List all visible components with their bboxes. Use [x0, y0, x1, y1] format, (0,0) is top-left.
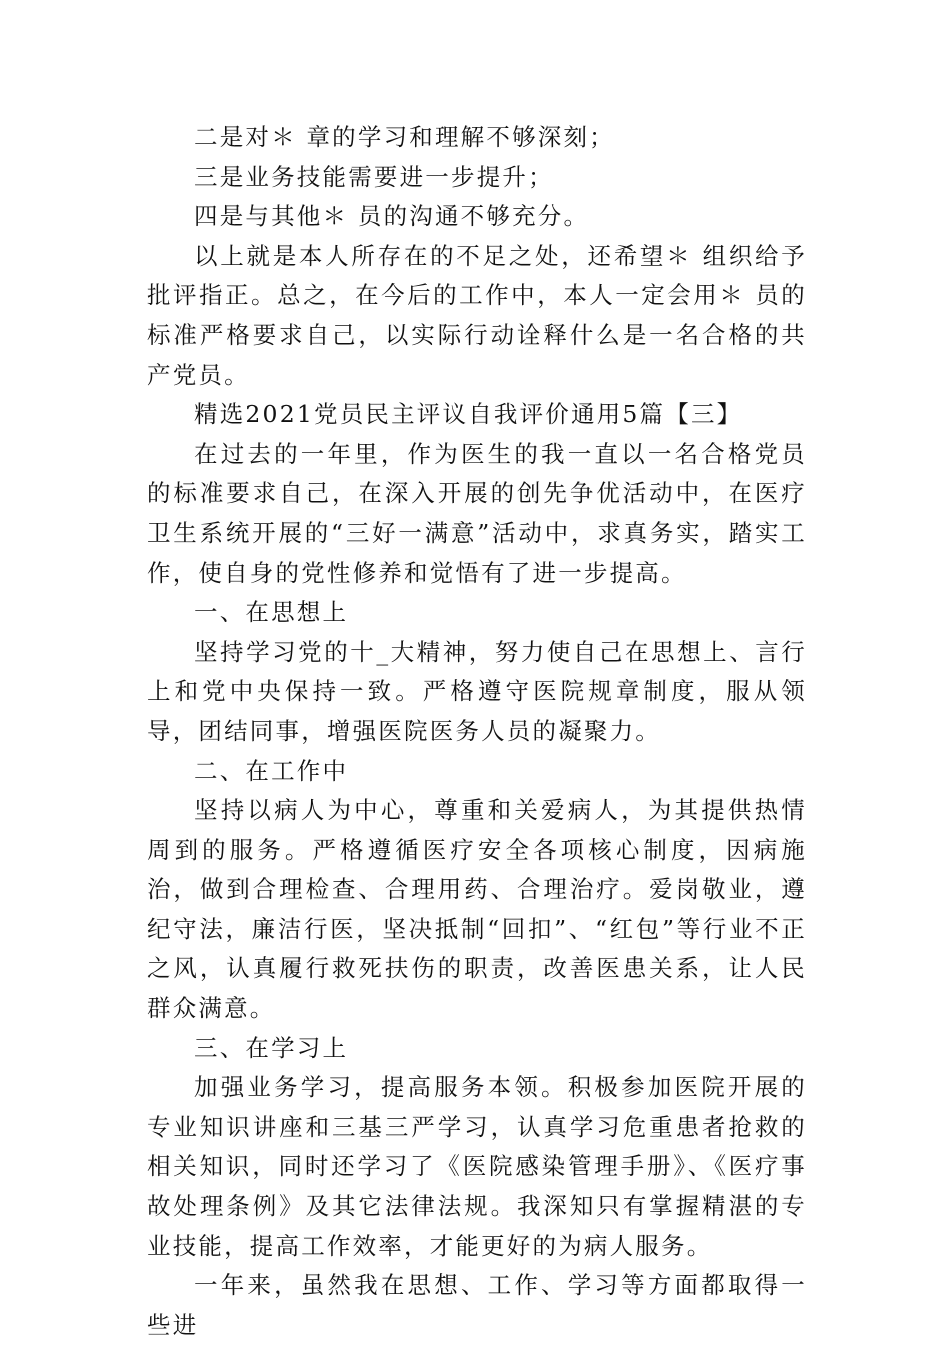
paragraph-conclusion: 以上就是本人所存在的不足之处，还希望＊ 组织给予批评指正。总之，在今后的工作中，本人一定会用＊ 员的标准严格要求自己，以实际行动诠释什么是一名合格的共产党员。 [147, 241, 807, 389]
heading-work: 二、在工作中 [194, 756, 349, 785]
heading-study: 三、在学习上 [194, 1033, 349, 1062]
paragraph-point-three: 三是业务技能需要进一步提升； [194, 162, 554, 191]
paragraph-point-two: 二是对＊ 章的学习和理解不够深刻； [194, 123, 615, 151]
heading-thought: 一、在思想上 [194, 598, 349, 627]
paragraph-thought: 坚持学习党的十_大精神，努力使自己在思想上、言行上和党中央保持一致。严格遵守医院规章制度，服从领导，团结同事，增强医院医务人员的凝聚力。 [147, 637, 807, 745]
paragraph-summary: 一年来，虽然我在思想、工作、学习等方面都取得一些进 [147, 1271, 807, 1339]
document-body [147, 118, 807, 1345]
paragraph-work: 坚持以病人为中心，尊重和关爱病人，为其提供热情周到的服务。严格遵循医疗安全各项核心制度，因病施治，做到合理检查、合理用药、合理治疗。爱岗敬业，遵纪守法，廉洁行医，坚决抵制“回扣”、“红包”等行业不正之风，认真履行救死扶伤的职责，改善医患关系，让人民群众满意。 [147, 796, 807, 1023]
section-title: 精选2021党员民主评议自我评价通用5篇【三】 [194, 400, 743, 429]
paragraph-study: 加强业务学习，提高服务本领。积极参加医院开展的专业知识讲座和三基三严学习，认真学习危重患者抢救的相关知识，同时还学习了《医院感染管理手册》、《医疗事故处理条例》及其它法律法规。我深知只有掌握精湛的专业技能，提高工作效率，才能更好的为病人服务。 [147, 1073, 807, 1260]
paragraph-intro: 在过去的一年里，作为医生的我一直以一名合格党员的标准要求自己，在深入开展的创先争优活动中，在医疗卫生系统开展的“三好一满意”活动中，求真务实，踏实工作，使自身的党性修养和觉悟有了进一步提高。 [147, 439, 807, 587]
paragraph-point-four: 四是与其他＊ 员的沟通不够充分。 [194, 202, 590, 231]
